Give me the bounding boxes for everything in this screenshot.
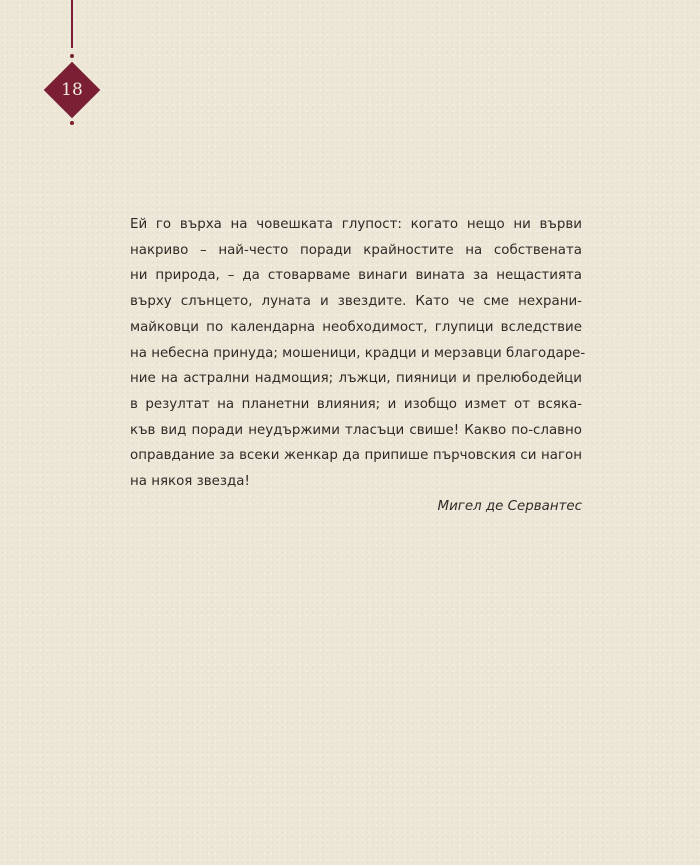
quote-line: на небесна принуда; мошеници, крадци и мерзавци благодаре- <box>130 345 586 361</box>
quote-line: оправдание за всеки женкар да припише пърчовския си нагон <box>130 448 582 464</box>
quote-line: къв вид поради неудържими тласъци свише! Какво по-славно <box>130 422 582 438</box>
quote-line: Ей го върха на човешката глупост: когато нещо ни върви <box>130 217 582 232</box>
quote-line: на някоя звезда! <box>130 474 250 490</box>
quote-line: майковци по календарна необходимост, глупици вследствие <box>130 319 582 335</box>
page-number: 18 <box>61 80 83 100</box>
quote-line: ни природа, – да стоварваме винаги вината за нещастията <box>130 268 582 284</box>
page-marker-dot-top <box>70 54 74 58</box>
quote-line: върху слънцето, луната и звездите. Като че сме нехрани- <box>130 294 582 310</box>
quote-line: в резултат на планетни влияния; и изобщо измет от всяка- <box>130 396 582 412</box>
quote-text <box>130 212 586 495</box>
page-marker-dot-bottom <box>70 121 74 125</box>
quote-line: ние на астрални надмощия; лъжци, пияници и прелюбодейци <box>130 371 582 387</box>
page-marker-line <box>71 0 73 48</box>
quote-line: накриво – най-често поради крайностите на собствената <box>130 242 582 258</box>
quote-author: Мигел де Сервантес <box>437 499 582 514</box>
